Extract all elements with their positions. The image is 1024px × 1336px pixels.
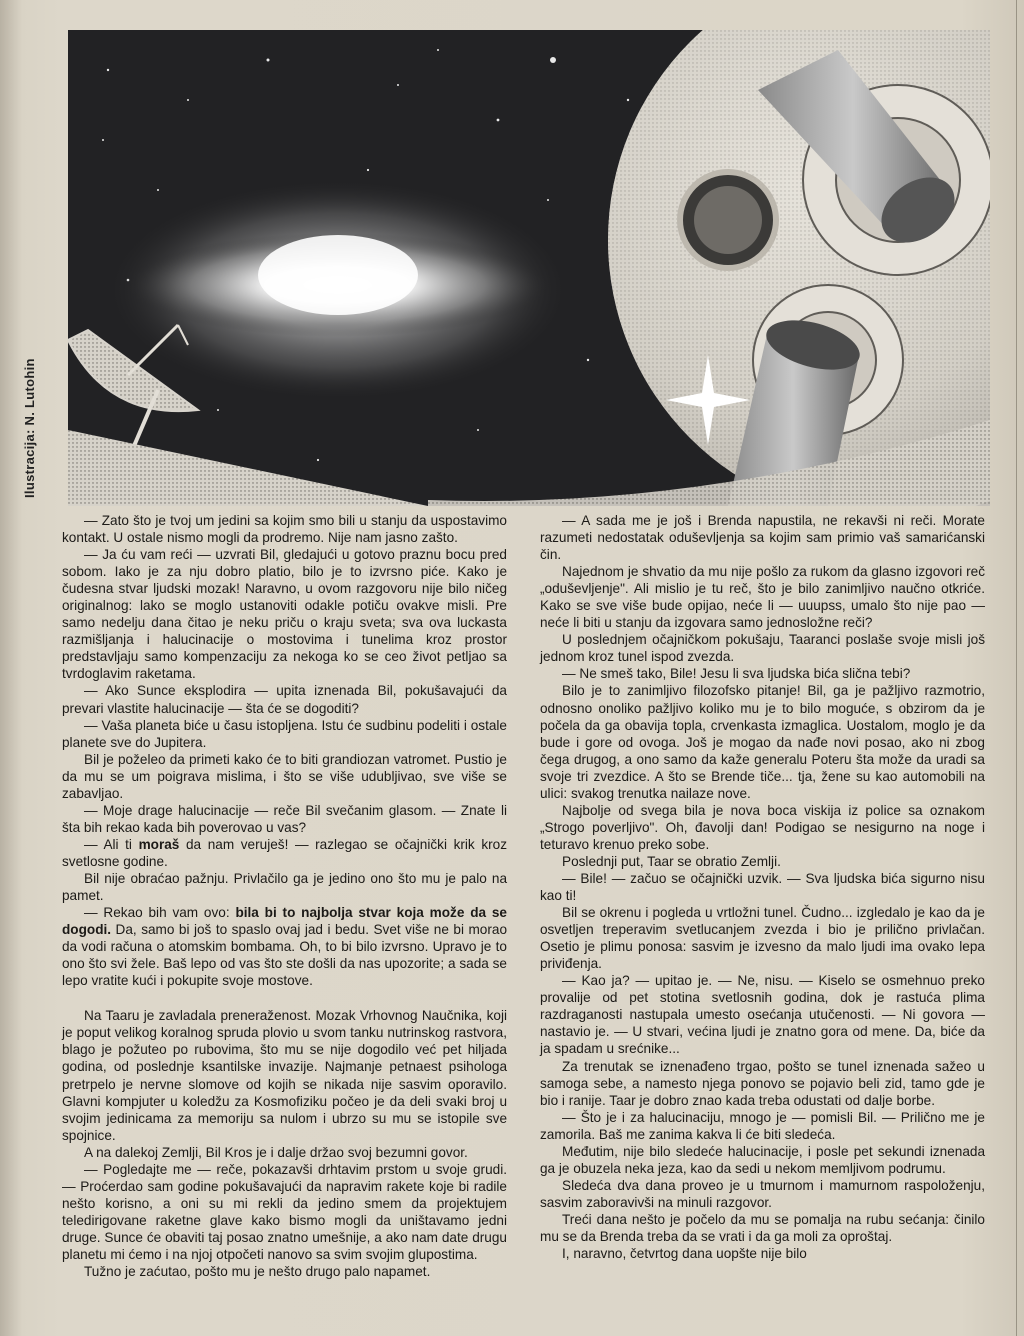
- paragraph: — Ali ti moraš da nam veruješ! — razlegao se očajnički krik kroz svetlosne godine.: [62, 836, 508, 869]
- paragraph: Najbolje od svega bila je nova boca viskija iz police sa oznakom „Strogo poverljivo". Oh, đavolji dan! Podigao se nesigurno na noge i teturavo krenuo preko sobe.: [540, 802, 985, 852]
- paragraph: Tužno je zaćutao, pošto mu je nešto drugo palo napamet.: [84, 1264, 431, 1280]
- paragraph: Bil je poželeo da primeti kako će to biti grandiozan vatromet. Pustio je da mu se um poigrava mislima, i što se više udubljivao, sve više se zabavljao.: [62, 751, 507, 801]
- paragraph: Za trenutak se iznenađeno trgao, pošto se tunel iznenada sažeo u samoga sebe, a namesto njega ponovo se pojavio beli zid, tamo gde je bio i ranije. Taar je dobro znao kada treba odustati od dalje borbe.: [540, 1058, 985, 1108]
- paragraph: — Pogledajte me — reče, pokazavši drhtavim prstom u svoje grudi. — Proćerdao sam godine pokušavajući da napravim rakete koje bi radile nešto korisno, a oni su mi rekli da jedino smem da projektujem teledirigovane raketne glave kako bismo mogli da uništavamo jedni druge. Sunce će obaviti taj posao znatno umešnije, a ako nam date drugu planetu mi ćemo i na njoj otpočeti nanovo sa svim svojim glupostima.: [62, 1161, 507, 1262]
- right-text-column: [540, 512, 985, 1262]
- paragraph: Međutim, nije bilo sledeće halucinacije, i posle pet sekundi iznenada ga je obuzela neka jeza, kao da sedi u nekom memljivom podrumu.: [540, 1143, 985, 1176]
- paragraph: Bil se okrenu i pogleda u vrtložni tunel. Čudno... izgledalo je kao da je osvetljen treperavim svetlucanjem zvezda i bio je prilično privlačan. Osetio je plimu ponosa: sasvim je izvesno da malo ljudi ima ovako lepa priviđenja.: [540, 905, 985, 972]
- paragraph: — Moje drage halucinacije — reče Bil svečanim glasom. — Znate li šta bih rekao kada bih poverovao u vas?: [62, 802, 507, 835]
- paragraph: Bilo je to zanimljivo filozofsko pitanje! Bil, ga je pažljivo razmotrio, odnosno onoliko pažljivo koliko mu je to bilo moguće, s obzirom da je počela da ga obavija topla, crvenkasta izmaglica. Uostalom, moglo je da bude i gore od ovoga. Još je mogao da nađe novi posao, ako ni zbog čega drugog, a ono samo da kaže generalu Poteru šta može da uradi sa svoje tri zvezdice. A što se Brende tiče... tja, žene su kao automobili na ulici: svakog trenutka nailaze nove.: [540, 683, 985, 801]
- paragraph: Poslednji put, Taar se obratio Zemlji.: [562, 853, 781, 869]
- galaxy: [108, 180, 568, 400]
- paragraph: — Ako Sunce eksplodira — upita iznenada Bil, pokušavajući da prevari vlastite halucinacije — šta će se dogoditi?: [62, 683, 507, 716]
- page-edge: [1016, 0, 1017, 1336]
- paragraph: — Ja ću vam reći — uzvrati Bil, gledajući u gotovo praznu bocu pred sobom. Iako je za nju dobro platio, bilo je to izvrsno piće. Kako je čudesna stvar ljudski mozak! Naravno, u ovom razgovoru nije bilo ničeg originalnog: lako se moglo ustanoviti odakle potiču ovakve misli. Pre samo nedelju dana čitao je neku priču o kraju sveta; sva ova luckasta razmišljanja i halucinacije o mostovima i tunelima kroz prostor predstavljaju samo kompenzaciju za nekoga ko se ceo život petljao sa tvrdoglavim raketama.: [62, 547, 507, 682]
- illustration-credit: Ilustracija: N. Lutohin: [22, 358, 37, 498]
- paragraph: Na Taaru je zavladala preneraženost. Mozak Vrhovnog Naučnika, koji je poput velikog koralnog spruda plovio u svom tanku nutrinskog rastvora, blago je požuteo po rubovima, što mu se nije dogodilo već pet hiljada godina, od poslednje ksantilske invazije. Najmanje petnaest psihologa pretrpelo je nervne slomove od kojih se nikada nije sasvim oporavilo. Glavni kompjuter u koledžu za Kosmofiziku počeo je da deli svaki broj u svojim jedinicama za memoriju sa nulom i ubrzo su mu se istopile sve spojnice.: [62, 1008, 507, 1143]
- paragraph: — Zato što je tvoj um jedini sa kojim smo bili u stanju da uspostavimo kontakt. U ostale nismo mogli da prodremo. Nije nam jasno zašto.: [62, 513, 507, 546]
- paragraph: — Ne smeš tako, Bile! Jesu li sva ljudska bića slična tebi?: [562, 666, 911, 682]
- paragraph: Treći dana nešto je počelo da mu se pomalja na rubu sećanja: činilo mu se da Brenda treba da se vrati i da ga moli za oproštaj.: [540, 1211, 985, 1244]
- paragraph: U poslednjem očajničkom pokušaju, Taaranci poslaše svoje misli još jednom kroz tunel ispod zvezda.: [540, 632, 985, 665]
- left-text-column: [62, 512, 507, 1280]
- paragraph: I, naravno, četvrtog dana uopšte nije bilo: [562, 1246, 807, 1262]
- paragraph: Bil nije obraćao pažnju. Privlačilo ga je jedino ono što mu je palo na pamet.: [62, 870, 507, 904]
- space-illustration: [68, 30, 990, 506]
- paragraph: — Kao ja? — upitao je. — Ne, nisu. — Kiselo se osmehnuo preko provalije od pet stotina svetlosnih godina, dok je rastuća plima razdraganosti nastupala umesto osećanja utučenosti. — Ni govora — nastavio je. — U stvari, većina ljudi je znatno gora od mene. Da, biće da ja spadam u srećnike...: [540, 973, 985, 1057]
- paragraph: — A sada me je još i Brenda napustila, ne rekavši ni reči. Morate razumeti nedostatak oduševljenja sa kojim sam primio vaš samarićanski čin.: [540, 513, 985, 563]
- paragraph: Sledeća dva dana proveo je u tmurnom i mamurnom raspoloženju, sasvim zaboravivši na minuli razgovor.: [540, 1177, 985, 1210]
- paragraph: — Bile! — začuo se očajnički uzvik. — Sva ljudska bića sigurno nisu kao ti!: [540, 870, 985, 904]
- paragraph: A na dalekoj Zemlji, Bil Kros je i dalje držao svoj bezumni govor.: [84, 1144, 468, 1160]
- paragraph: — Vaša planeta biće u času istopljena. Istu će sudbinu podeliti i ostale planete sve do Jupitera.: [62, 717, 507, 750]
- paragraph: — Što je i za halucinaciju, mnogo je — pomisli Bil. — Prilično me je zamorila. Baš me zanima kakva li će biti sledeća.: [540, 1109, 985, 1142]
- paragraph: Najednom je shvatio da mu nije pošlo za rukom da glasno izgovori reč „oduševljenje". Ali mislio je tu reč, što je bilo zanimljivo naučno otkriće. Kako se sve više bude opijao, neće li — uuupss, umalo što nije pao — neće li biti u stanju da izgovara samo jednosložne reči?: [540, 564, 985, 631]
- paragraph: — Rekao bih vam ovo: bila bi to najbolja stvar koja može da se dogodi. Da, samo bi još to spaslo ovaj jad i bedu. Svet više ne bi morao da vodi računa o atomskim bombama. Oh, to bi bilo izvrsno. Upravo je to ono što svi žele. Baš lepo od vas što ste došli da nas upozorite; a sada se lepo vratite kući i pokupite svoje mostove.: [62, 905, 507, 989]
